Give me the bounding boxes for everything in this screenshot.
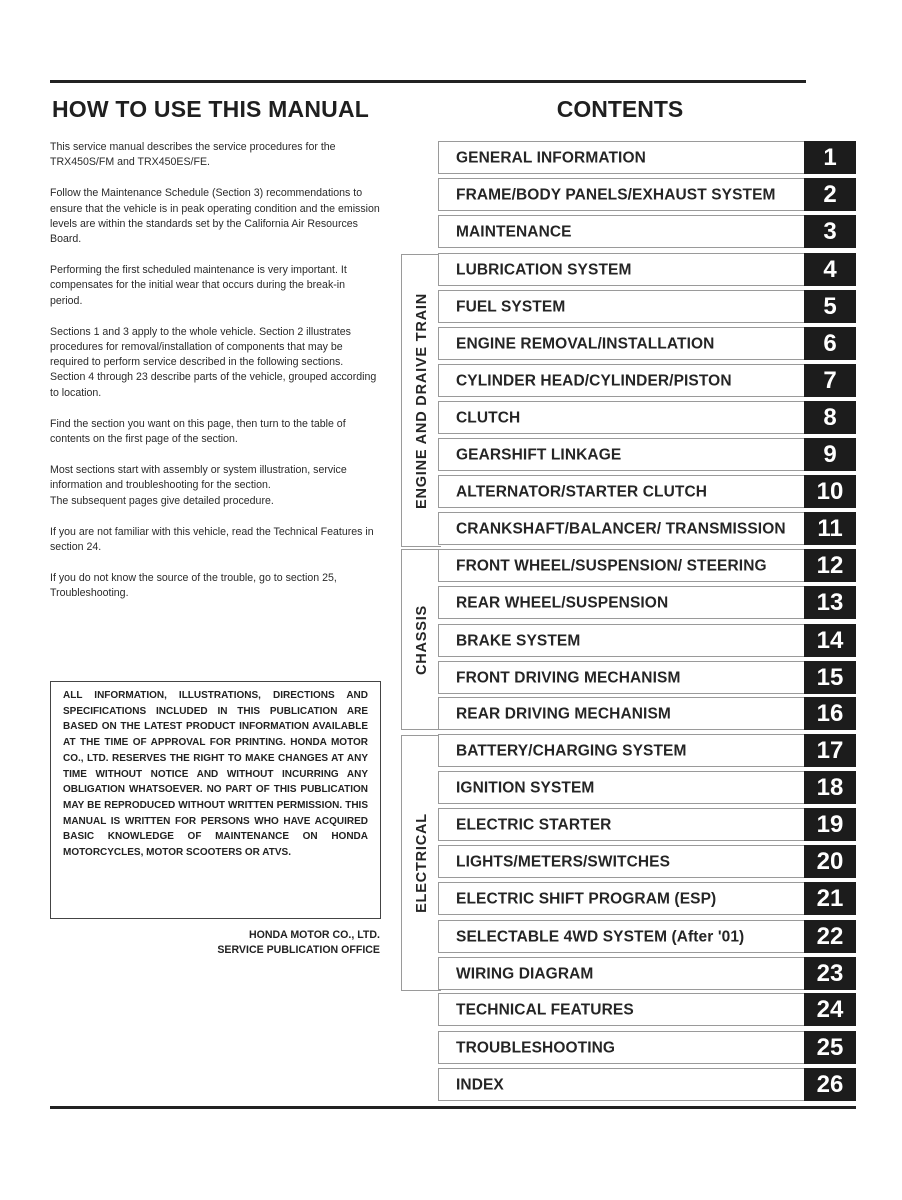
disclaimer-notice: ALL INFORMATION, ILLUSTRATIONS, DIRECTIONS AND SPECIFICATIONS INCLUDED IN THIS PUBLICATION ARE BASED ON THE LATEST PRODUCT INFORMATION AVAILABLE AT THE TIME OF APPROVAL FOR PRINTING. HONDA MOTOR CO., LTD. RESERVES THE RIGHT TO MAKE CHANGES AT ANY TIME WITHOUT NOTICE AND WITHOUT INCURRING ANY OBLIGATION WHATSOEVER. NO PART OF THIS PUBLICATION MAY BE REPRODUCED WITHOUT WRITTEN PERMISSION. THIS MANUAL IS WRITTEN FOR PERSONS WHO HAVE ACQUIRED BASIC KNOWLEDGE OF MAINTENANCE ON HONDA MOTORCYCLES, MOTOR SCOOTERS OR ATVS. bbox=[50, 681, 381, 919]
section-number-tab[interactable]: 12 bbox=[804, 549, 856, 582]
toc-entry[interactable] bbox=[438, 512, 804, 545]
toc-entry[interactable] bbox=[438, 549, 804, 582]
section-number-tab[interactable]: 5 bbox=[804, 290, 856, 323]
toc-entry-label: REAR DRIVING MECHANISM bbox=[456, 705, 671, 722]
section-number-tab[interactable]: 13 bbox=[804, 586, 856, 619]
section-number-tab[interactable]: 7 bbox=[804, 364, 856, 397]
toc-entry[interactable] bbox=[438, 178, 804, 211]
toc-entry[interactable] bbox=[438, 661, 804, 694]
intro-paragraph: Sections 1 and 3 apply to the whole vehicle. Section 2 illustrates procedures for removal/installation of components that may be required to perform service described in the following sections. bbox=[50, 325, 351, 369]
toc-entry[interactable] bbox=[438, 401, 804, 434]
toc-entry-label: BRAKE SYSTEM bbox=[456, 632, 581, 649]
toc-entry-label: TECHNICAL FEATURES bbox=[456, 1001, 634, 1018]
toc-entry[interactable] bbox=[438, 957, 804, 990]
toc-entry-label: FRAME/BODY PANELS/EXHAUST SYSTEM bbox=[456, 186, 776, 203]
toc-entry[interactable] bbox=[438, 475, 804, 508]
toc-entry[interactable] bbox=[438, 1068, 804, 1101]
toc-entry-label: WIRING DIAGRAM bbox=[456, 965, 594, 982]
section-number-tab[interactable]: 23 bbox=[804, 957, 856, 990]
section-number-tab[interactable]: 2 bbox=[804, 178, 856, 211]
toc-entry-label: CRANKSHAFT/BALANCER/ TRANSMISSION bbox=[456, 520, 786, 537]
toc-entry-label: GENERAL INFORMATION bbox=[456, 149, 646, 166]
group-label-electrical: ELECTRICAL bbox=[413, 813, 430, 913]
section-number-tab[interactable]: 21 bbox=[804, 882, 856, 915]
section-number-tab[interactable]: 18 bbox=[804, 771, 856, 804]
toc-entry[interactable] bbox=[438, 808, 804, 841]
toc-entry-label: INDEX bbox=[456, 1076, 504, 1093]
toc-entry-label: MAINTENANCE bbox=[456, 223, 572, 240]
toc-entry[interactable] bbox=[438, 141, 804, 174]
intro-paragraph: If you are not familiar with this vehicle, read the Technical Features in section 24. bbox=[50, 525, 374, 554]
section-number-tab[interactable]: 4 bbox=[804, 253, 856, 286]
contents-title: CONTENTS bbox=[556, 96, 684, 122]
section-number-tab[interactable]: 20 bbox=[804, 845, 856, 878]
publisher-name: HONDA MOTOR CO., LTD. bbox=[248, 929, 380, 941]
toc-entry-label: SELECTABLE 4WD SYSTEM (After '01) bbox=[456, 928, 745, 945]
section-number-tab[interactable]: 19 bbox=[804, 808, 856, 841]
toc-entry-label: CLUTCH bbox=[456, 409, 521, 426]
section-number-tab[interactable]: 10 bbox=[804, 475, 856, 508]
toc-entry-label: ELECTRIC STARTER bbox=[456, 816, 612, 833]
intro-paragraph: Follow the Maintenance Schedule (Section 3) recommendations to ensure that the vehicle is in peak operating condition and the emission levels are within the standards set by the California Air Resources Board. bbox=[50, 187, 380, 246]
intro-paragraph: If you do not know the source of the trouble, go to section 25, Troubleshooting. bbox=[50, 572, 337, 600]
toc-entry-label: LIGHTS/METERS/SWITCHES bbox=[456, 853, 671, 870]
toc-entry[interactable] bbox=[438, 697, 804, 730]
toc-entry-label: GEARSHIFT LINKAGE bbox=[456, 446, 622, 463]
section-number-tab[interactable]: 8 bbox=[804, 401, 856, 434]
section-number-tab[interactable]: 14 bbox=[804, 624, 856, 657]
toc-entry-label: FUEL SYSTEM bbox=[456, 298, 566, 315]
intro-paragraph: Most sections start with assembly or system illustration, service information and troubleshooting for the section. bbox=[50, 464, 347, 492]
publisher-office: SERVICE PUBLICATION OFFICE bbox=[217, 944, 380, 956]
toc-entry[interactable] bbox=[438, 327, 804, 360]
toc-entry[interactable] bbox=[438, 845, 804, 878]
toc-entry[interactable] bbox=[438, 734, 804, 767]
toc-entry-label: FRONT WHEEL/SUSPENSION/ STEERING bbox=[456, 557, 767, 574]
toc-entry[interactable] bbox=[438, 771, 804, 804]
toc-entry[interactable] bbox=[438, 253, 804, 286]
toc-entry-label: BATTERY/CHARGING SYSTEM bbox=[456, 742, 687, 759]
section-number-tab[interactable]: 15 bbox=[804, 661, 856, 694]
section-number-tab[interactable]: 26 bbox=[804, 1068, 856, 1101]
section-number-tab[interactable]: 9 bbox=[804, 438, 856, 471]
group-label-engine: ENGINE AND DRAIVE TRAIN bbox=[413, 292, 430, 509]
toc-entry-label: TROUBLESHOOTING bbox=[456, 1039, 616, 1056]
section-number-tab[interactable]: 1 bbox=[804, 141, 856, 174]
section-number-tab[interactable]: 25 bbox=[804, 1031, 856, 1064]
toc-entry-label: LUBRICATION SYSTEM bbox=[456, 261, 632, 278]
toc-entry[interactable] bbox=[438, 215, 804, 248]
section-number-tab[interactable]: 16 bbox=[804, 697, 856, 730]
section-number-tab[interactable]: 24 bbox=[804, 993, 856, 1026]
section-number-tab[interactable]: 11 bbox=[804, 512, 856, 545]
how-to-use-title: HOW TO USE THIS MANUAL bbox=[52, 96, 370, 122]
toc-entry-label: CYLINDER HEAD/CYLINDER/PISTON bbox=[456, 372, 732, 389]
group-label-chassis: CHASSIS bbox=[413, 604, 430, 675]
intro-paragraph: Section 4 through 23 describe parts of the vehicle, grouped according to location. bbox=[50, 371, 377, 399]
intro-paragraph: Performing the first scheduled maintenance is very important. It compensates for the initial wear that occurs during the break-in period. bbox=[50, 264, 347, 307]
intro-paragraph: Find the section you want on this page, then turn to the table of contents on the first page of the section. bbox=[50, 417, 346, 446]
toc-entry[interactable] bbox=[438, 438, 804, 471]
toc-entry[interactable] bbox=[438, 364, 804, 397]
toc-entry-label: ALTERNATOR/STARTER CLUTCH bbox=[456, 483, 708, 500]
toc-entry[interactable] bbox=[438, 624, 804, 657]
section-number-tab[interactable]: 17 bbox=[804, 734, 856, 767]
toc-entry[interactable] bbox=[438, 993, 804, 1026]
section-number-tab[interactable]: 6 bbox=[804, 327, 856, 360]
toc-entry[interactable] bbox=[438, 1031, 804, 1064]
toc-entry-label: FRONT DRIVING MECHANISM bbox=[456, 669, 681, 686]
toc-entry-label: REAR WHEEL/SUSPENSION bbox=[456, 594, 669, 611]
toc-entry[interactable] bbox=[438, 586, 804, 619]
toc-entry[interactable] bbox=[438, 920, 804, 953]
toc-entry[interactable] bbox=[438, 882, 804, 915]
toc-entry-label: ELECTRIC SHIFT PROGRAM (ESP) bbox=[456, 890, 717, 907]
bottom-rule bbox=[50, 1106, 856, 1109]
section-number-tab[interactable]: 22 bbox=[804, 920, 856, 953]
section-number-tab[interactable]: 3 bbox=[804, 215, 856, 248]
toc-entry-label: IGNITION SYSTEM bbox=[456, 779, 595, 796]
toc-entry[interactable] bbox=[438, 290, 804, 323]
intro-paragraph: The subsequent pages give detailed procedure. bbox=[50, 494, 274, 507]
toc-entry-label: ENGINE REMOVAL/INSTALLATION bbox=[456, 335, 715, 352]
intro-paragraph: This service manual describes the service procedures for the TRX450S/FM and TRX450ES/FE. bbox=[50, 141, 336, 169]
